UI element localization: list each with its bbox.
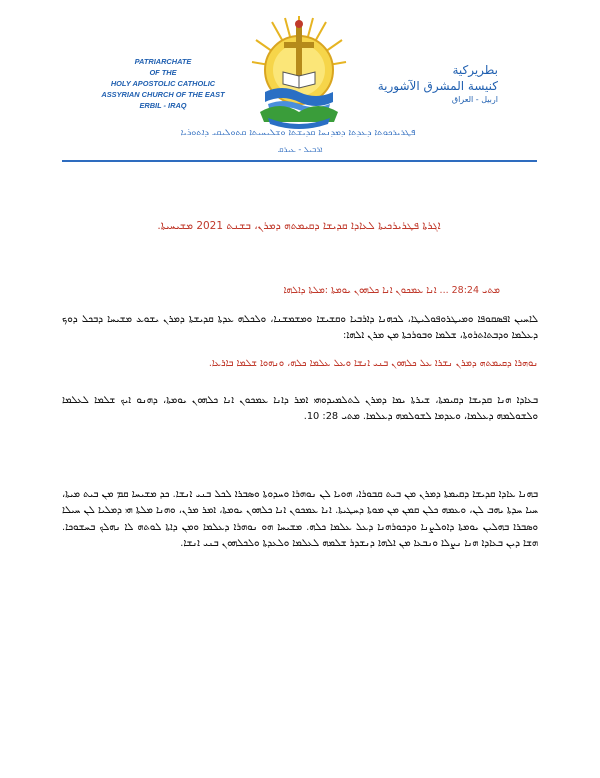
highlighted-line: ܢܘܗܪܐ ܕܩܝܡܬܗ ܕܡܪܢ ܢܫܪܐ ܥܠ ܟܠܗܘܢ ܒܢܝ ܐܢܫܐ ܘܥܠ ܥܠܡܐ ܟܠܗ، ܘܢܗܘܐ ܫܠܡܐ ܒܐܪܥܐ. xyxy=(208,358,538,369)
body-paragraph-1: ܒܥܐܕܐ ܗܢܐ ܩܕܝܫܐ ܕܩܝܡܬܐ، ܫܝܪܬܐ ܝܡܐ ܕܡܪܢ ܠܬܠܡܝܕܘܗܝ ܐܡܪ ܕܐܢܐ ܥܡܟܘܢ ܐܢܐ ܟܠܗܘܢ ܝܘܡܬܐ، ܕܗܢܘ ܐܝܟ ܫܠܡܐ ܠܥܠܡܐ ܘܠܫܘܠܡܗ ܕܥܠܡܐ، ܘܥܕܡܐ ܠܫܘܠܡܗ ܕܥܠܡܐ. ܡܬܝ 28: 10. xyxy=(62,395,538,423)
letterhead-syriac-city: ܐܪܒܝܠ - ܥܝܪܩ xyxy=(277,145,323,154)
letterhead-arabic-line: بطريركية xyxy=(452,63,498,77)
verse-reference: ܡܬܝ 28:24 ... ܐܢܐ ܥܡܟܘܢ ܐܢܐ ܟܠܗܘܢ ܝܘܡܬܐ :ܡܠܬܐ ܕܐܠܗܐ xyxy=(283,285,500,296)
greeting-paragraph: ܠܐܚܝܢ ܐܦܣܩܘܦܐ ܘܡܝܛܪܘܦܘܠܝܛܐ، ܠܟܗܢܐ ܕܐܪܒܝܐ ܘܩܫܝܫܐ ܘܡܫܡܫܢܐ، ܘܠܟܠܗ ܥܕܬܐ ܩܕܝܫܬܐ ܕܡܪܢ ܝܫܘܥ ܡܫܝܚܐ ܕܒܟܠ ܕܘܟ ܕܥܠܡܐ ܘܕܒܬܐܬܪܘܬܐ، ܫܠܡܐ ܘܒܘܪܟܬܐ ܡܢ ܡܪܢ ܐܠܗܐ: xyxy=(62,314,538,342)
letterhead-syriac-line: ܦܛܪܝܪܟܘܬܐ ܕܥܕܬܐ ܕܡܕܢܚܐ ܩܕܝܫܬܐ ܘܫܠܝܚܝܬܐ ܩܬܘܠܝܩܝ ܕܐܬܘܪܝܐ xyxy=(180,128,416,138)
letterhead-english-line: OF THE xyxy=(149,68,177,77)
letterhead-arabic-line: كنيسة المشرق الآشورية xyxy=(377,79,498,93)
letterhead-divider xyxy=(62,160,537,162)
letterhead-arabic-line: اربيل - العراق xyxy=(451,95,498,104)
letterhead-english-line: HOLY APOSTOLIC CATHOLIC xyxy=(110,79,216,88)
letterhead-arabic xyxy=(368,62,498,106)
letterhead-english-line: PATRIARCHATE xyxy=(134,57,192,66)
letterhead-english-line: ASSYRIAN CHURCH OF THE EAST xyxy=(101,90,225,99)
document-title: ܐܓܪܬܐ ܦܛܪܝܪܟܝܬܐ ܠܥܐܕܐ ܩܕܝܫܐ ܕܩܝܡܬܗ ܕܡܪܢ، ܒܫܢܬ 2021 ܡܫܝܚܝܬܐ. xyxy=(157,220,441,232)
church-emblem-logo xyxy=(250,12,348,130)
body-paragraph-2: ܒܗܢܐ ܥܐܕܐ ܩܕܝܫܐ ܕܩܝܡܬܐ ܕܡܪܢ ܡܢ ܒܝܬ ܩܒܘܪܐ، ܗܘܝܐ ܠܢ ܢܘܗܪܐ ܘܚܕܘܬܐ ܘܣܒܪܐ ܠܟܠ ܒܢܝ ܐܢܫܐ. ܟܕ ܡܫܝܚܐ ܩܡ ܡܢ ܒܝܬ ܡܝܬܐ، ܚܝܐ ܚܕܬܐ ܝܗܒ ܠܢ، ܘܥܡܗ ܟܠܢ ܩܡܢ ܡܢ ܡܘܬܐ ܕܚܛܝܬܐ. ܐܢܐ ܥܡܟܘܢ ܐܢܐ ܟܠܗܘܢ ܝܘܡܬܐ، ܐܡܪ ܡܪܢ، ܘܗܢܐ ܡܠܬܐ ܗܝ ܕܡܠܝܐ ܠܢ ܚܝܠܐ ܘܣܒܪܐ ܒܗܠܝܢ ܝܘܡܬܐ ܕܐܘܠܨܢܐ ܘܕܟܘܪܗܢܐ ܕܥܠ ܥܠܡܐ ܟܠܗ. ܡܫܝܚܐ ܗܘ ܢܘܗܪܐ ܕܥܠܡܐ ܘܡܢ ܕܐܬܐ ܠܘܬܗ ܠܐ ܢܗܠܟ ܒܚܫܘܟܐ. ܗܫܐ ܕܝܢ ܒܥܐܕܐ ܗܢܐ ܢܨܠܐ ܘܢܒܥܐ ܡܢ ܐܠܗܐ ܕܢܫܕܪ ܫܠܡܗ ܠܥܠܡܐ ܘܠܥܕܬܐ ܘܠܟܠܗܘܢ ܒܢܝ ܐܢܫܐ. xyxy=(62,489,538,550)
letterhead-english xyxy=(88,56,238,111)
letterhead-english-line: ERBIL - IRAQ xyxy=(139,101,187,110)
